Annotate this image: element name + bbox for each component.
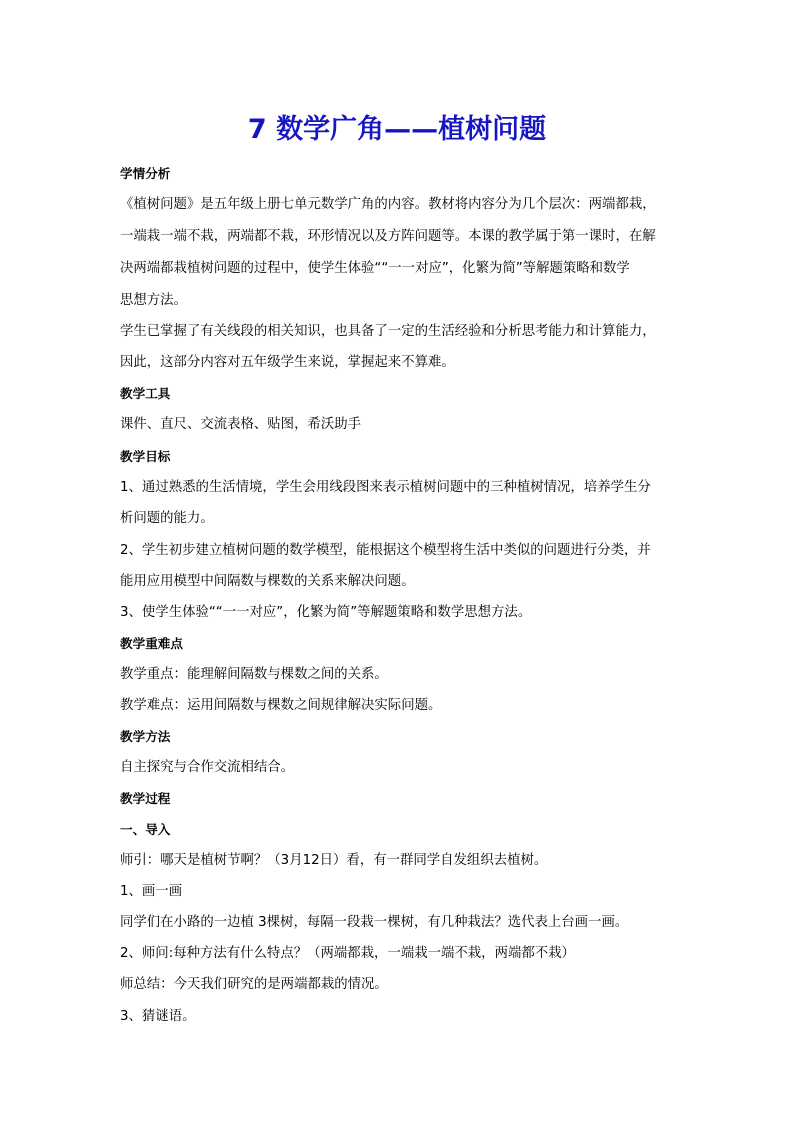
section-heading: 教学过程 xyxy=(120,791,171,806)
paragraph-line: 教学难点：运用间隔数与棵数之间规律解决实际问题。 xyxy=(120,698,442,713)
section-heading: 教学工具 xyxy=(120,386,171,401)
paragraph-line: 1、画一画 xyxy=(120,884,183,899)
paragraph-line: 决两端都栽植树问题的过程中，使学生体验““一一对应”，化繁为简”等解题策略和数学 xyxy=(120,261,630,276)
paragraph-line: 《植树问题》是五年级上册七单元数学广角的内容。教材将内容分为几个层次：两端都栽， xyxy=(120,197,656,212)
section-heading: 教学方法 xyxy=(120,729,171,744)
paragraph-line: 3、使学生体验““一一对应”，化繁为简”等解题策略和数学思想方法。 xyxy=(120,605,532,620)
paragraph-line: 2、师问:每种方法有什么特点？（两端都栽，一端栽一端不栽，两端都不栽） xyxy=(120,946,575,961)
paragraph-line: 教学重点：能理解间隔数与棵数之间的关系。 xyxy=(120,667,388,682)
paragraph-line: 一端栽一端不栽，两端都不栽，环形情况以及方阵问题等。本课的教学属于第一课时，在解 xyxy=(120,229,656,244)
paragraph-line: 2、学生初步建立植树问题的数学模型，能根据这个模型将生活中类似的问题进行分类，并 xyxy=(120,543,651,558)
paragraph-line: 析问题的能力。 xyxy=(120,511,214,526)
paragraph-line: 学生已掌握了有关线段的相关知识，也具备了一定的生活经验和分析思考能力和计算能力， xyxy=(120,324,656,339)
paragraph-line: 课件、直尺、交流表格、贴图，希沃助手 xyxy=(120,417,362,432)
section-heading: 一、导入 xyxy=(120,822,171,837)
paragraph-line: 因此，这部分内容对五年级学生来说，掌握起来不算难。 xyxy=(120,355,455,370)
paragraph-line: 师引：哪天是植树节啊？（3月12日）看，有一群同学自发组织去植树。 xyxy=(120,853,548,868)
paragraph-line: 1、通过熟悉的生活情境，学生会用线段图来表示植树问题中的三种植树情况，培养学生分 xyxy=(120,480,651,495)
paragraph-line: 能用应用模型中间隔数与棵数的关系来解决问题。 xyxy=(120,574,415,589)
paragraph-line: 3、猜谜语。 xyxy=(120,1009,196,1024)
paragraph-line: 同学们在小路的一边植 3棵树，每隔一段栽一棵树，有几种栽法？选代表上台画一画。 xyxy=(120,915,629,930)
section-heading: 教学目标 xyxy=(120,449,171,464)
document-title: 7 数学广角——植树问题 xyxy=(247,114,547,145)
paragraph-line: 自主探究与合作交流相结合。 xyxy=(120,760,295,775)
section-heading: 学情分析 xyxy=(120,166,171,181)
section-heading: 教学重难点 xyxy=(120,636,183,651)
paragraph-line: 师总结：今天我们研究的是两端都栽的情况。 xyxy=(120,977,388,992)
paragraph-line: 思想方法。 xyxy=(120,293,187,308)
